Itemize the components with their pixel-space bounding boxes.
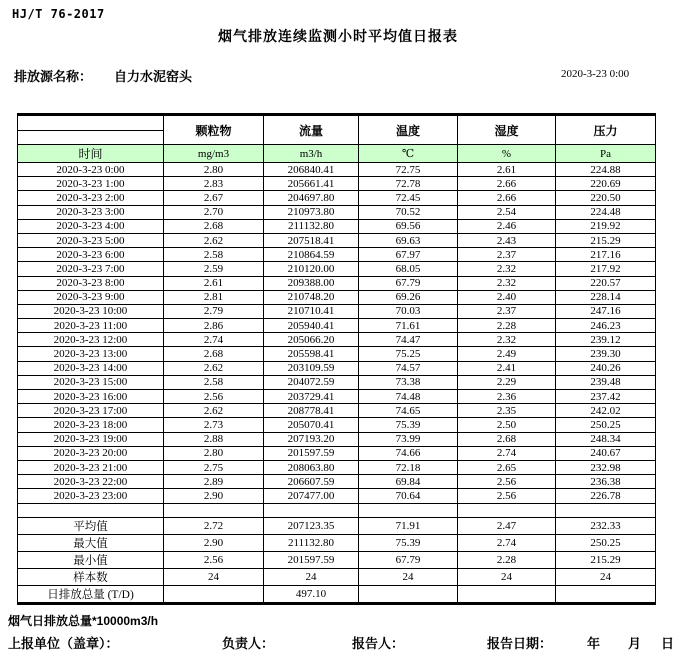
value-cell: 211132.80 (264, 219, 359, 233)
value-cell: 220.57 (556, 276, 656, 290)
value-cell: 207477.00 (264, 489, 359, 503)
value-cell (458, 585, 556, 603)
year-label: 年 (587, 636, 601, 651)
table-row (18, 568, 656, 585)
time-label-cell: 时间 (18, 145, 164, 163)
value-cell: 67.79 (359, 551, 458, 568)
table-row (18, 262, 656, 276)
value-cell: 237.42 (556, 390, 656, 404)
value-cell: 205661.41 (264, 177, 359, 191)
value-cell: 2.37 (458, 248, 556, 262)
value-cell: 2.66 (458, 177, 556, 191)
row-label-cell: 2020-3-23 17:00 (18, 404, 164, 418)
value-cell: 240.26 (556, 361, 656, 375)
value-cell: 2.28 (458, 319, 556, 333)
value-cell: 2.37 (458, 304, 556, 318)
row-label-cell: 2020-3-23 5:00 (18, 233, 164, 247)
value-cell: 220.69 (556, 177, 656, 191)
value-cell: 2.49 (458, 347, 556, 361)
table-row (18, 446, 656, 460)
reporter-label: 报告人： (352, 636, 405, 651)
unit-cell-temperature: ℃ (359, 145, 458, 163)
table-row (18, 489, 656, 503)
value-cell: 2.73 (164, 418, 264, 432)
responsible-person-label: 负责人： (222, 636, 275, 651)
value-cell: 75.39 (359, 534, 458, 551)
value-cell: 72.18 (359, 460, 458, 474)
value-cell: 68.05 (359, 262, 458, 276)
value-cell: 219.92 (556, 219, 656, 233)
value-cell: 239.30 (556, 347, 656, 361)
value-cell: 2.80 (164, 446, 264, 460)
value-cell: 201597.59 (264, 551, 359, 568)
value-cell: 2.36 (458, 390, 556, 404)
standard-code: HJ/T 76-2017 (12, 7, 105, 21)
row-label-cell: 2020-3-23 9:00 (18, 290, 164, 304)
value-cell: 205070.41 (264, 418, 359, 432)
row-label-cell: 2020-3-23 6:00 (18, 248, 164, 262)
row-label-cell: 2020-3-23 12:00 (18, 333, 164, 347)
page-title: 烟气排放连续监测小时平均值日报表 (218, 28, 458, 44)
row-label-cell: 2020-3-23 8:00 (18, 276, 164, 290)
value-cell: 24 (264, 568, 359, 585)
value-cell: 74.65 (359, 404, 458, 418)
value-cell: 2.62 (164, 404, 264, 418)
month-label: 月 (628, 636, 642, 651)
value-cell: 24 (359, 568, 458, 585)
value-cell: 201597.59 (264, 446, 359, 460)
value-cell (264, 503, 359, 517)
value-cell: 2.58 (164, 375, 264, 389)
value-cell: 232.33 (556, 517, 656, 534)
value-cell: 205598.41 (264, 347, 359, 361)
value-cell: 232.98 (556, 460, 656, 474)
row-label-cell: 2020-3-23 3:00 (18, 205, 164, 219)
value-cell: 2.74 (458, 446, 556, 460)
value-cell: 211132.80 (264, 534, 359, 551)
value-cell: 2.88 (164, 432, 264, 446)
value-cell: 71.91 (359, 517, 458, 534)
column-header-humidity: 湿度 (458, 115, 556, 145)
value-cell: 70.03 (359, 304, 458, 318)
table-row (18, 248, 656, 262)
value-cell: 2.68 (458, 432, 556, 446)
value-cell: 2.66 (458, 191, 556, 205)
row-label-cell: 样本数 (18, 568, 164, 585)
value-cell: 74.57 (359, 361, 458, 375)
table-body (18, 163, 656, 604)
value-cell: 2.35 (458, 404, 556, 418)
row-label-cell: 2020-3-23 13:00 (18, 347, 164, 361)
value-cell: 2.90 (164, 489, 264, 503)
value-cell: 71.61 (359, 319, 458, 333)
value-cell: 246.23 (556, 319, 656, 333)
table-row (18, 191, 656, 205)
value-cell: 2.62 (164, 361, 264, 375)
table-row (18, 404, 656, 418)
value-cell: 242.02 (556, 404, 656, 418)
value-cell: 210120.00 (264, 262, 359, 276)
value-cell: 75.25 (359, 347, 458, 361)
value-cell: 2.32 (458, 276, 556, 290)
signature-row (0, 633, 676, 651)
table-row (18, 304, 656, 318)
row-label-cell: 2020-3-23 16:00 (18, 390, 164, 404)
unit-cell-flow: m3/h (264, 145, 359, 163)
value-cell: 497.10 (264, 585, 359, 603)
value-cell: 67.79 (359, 276, 458, 290)
column-header-particulate: 颗粒物 (164, 115, 264, 145)
table-row (18, 418, 656, 432)
value-cell: 208778.41 (264, 404, 359, 418)
value-cell (164, 503, 264, 517)
value-cell: 74.47 (359, 333, 458, 347)
value-cell: 2.43 (458, 233, 556, 247)
unit-cell-pressure: Pa (556, 145, 656, 163)
value-cell: 2.80 (164, 163, 264, 177)
row-label-cell: 平均值 (18, 517, 164, 534)
value-cell: 226.78 (556, 489, 656, 503)
value-cell: 2.28 (458, 551, 556, 568)
table-row (18, 503, 656, 517)
value-cell (556, 503, 656, 517)
table-row (18, 290, 656, 304)
value-cell: 217.16 (556, 248, 656, 262)
value-cell: 224.48 (556, 205, 656, 219)
value-cell: 2.79 (164, 304, 264, 318)
value-cell: 224.88 (556, 163, 656, 177)
row-label-cell: 2020-3-23 2:00 (18, 191, 164, 205)
monitoring-report-table (17, 113, 656, 605)
value-cell: 73.38 (359, 375, 458, 389)
value-cell: 240.67 (556, 446, 656, 460)
day-label: 日 (661, 636, 675, 651)
row-label-cell: 2020-3-23 0:00 (18, 163, 164, 177)
value-cell: 205066.20 (264, 333, 359, 347)
value-cell: 206840.41 (264, 163, 359, 177)
value-cell: 2.62 (164, 233, 264, 247)
value-cell: 2.65 (458, 460, 556, 474)
value-cell: 236.38 (556, 475, 656, 489)
value-cell: 70.64 (359, 489, 458, 503)
table-row (18, 361, 656, 375)
value-cell (359, 503, 458, 517)
row-label-cell: 2020-3-23 15:00 (18, 375, 164, 389)
value-cell (556, 585, 656, 603)
table-row (18, 517, 656, 534)
value-cell: 250.25 (556, 418, 656, 432)
value-cell: 239.48 (556, 375, 656, 389)
emission-source-name: 自力水泥窑头 (114, 69, 193, 84)
header-split-line (18, 130, 163, 131)
value-cell: 207123.35 (264, 517, 359, 534)
value-cell: 2.70 (164, 205, 264, 219)
row-label-cell: 2020-3-23 19:00 (18, 432, 164, 446)
value-cell: 2.61 (164, 276, 264, 290)
row-label-cell: 2020-3-23 22:00 (18, 475, 164, 489)
value-cell: 250.25 (556, 534, 656, 551)
value-cell: 220.50 (556, 191, 656, 205)
table-row (18, 333, 656, 347)
value-cell: 2.86 (164, 319, 264, 333)
value-cell: 228.14 (556, 290, 656, 304)
value-cell: 72.75 (359, 163, 458, 177)
value-cell (458, 503, 556, 517)
value-cell: 210973.80 (264, 205, 359, 219)
value-cell: 210710.41 (264, 304, 359, 318)
value-cell: 248.34 (556, 432, 656, 446)
value-cell: 2.32 (458, 262, 556, 276)
value-cell: 2.56 (458, 489, 556, 503)
table-row (18, 475, 656, 489)
table-row (18, 585, 656, 603)
value-cell: 205940.41 (264, 319, 359, 333)
value-cell: 24 (164, 568, 264, 585)
value-cell: 2.90 (164, 534, 264, 551)
row-label-cell (18, 503, 164, 517)
row-label-cell: 最小值 (18, 551, 164, 568)
row-label-cell: 2020-3-23 18:00 (18, 418, 164, 432)
flow-total-footnote: 烟气日排放总量*10000m3/h (8, 614, 159, 628)
value-cell: 217.92 (556, 262, 656, 276)
row-label-cell: 2020-3-23 14:00 (18, 361, 164, 375)
row-label-cell: 2020-3-23 21:00 (18, 460, 164, 474)
table-row (18, 551, 656, 568)
value-cell: 2.47 (458, 517, 556, 534)
table-row (18, 233, 656, 247)
value-cell: 70.52 (359, 205, 458, 219)
unit-cell-particulate: mg/m3 (164, 145, 264, 163)
table-row (18, 177, 656, 191)
value-cell: 2.29 (458, 375, 556, 389)
value-cell: 24 (556, 568, 656, 585)
time-header-cell (18, 115, 164, 145)
row-label-cell: 2020-3-23 23:00 (18, 489, 164, 503)
value-cell: 2.56 (458, 475, 556, 489)
value-cell: 2.54 (458, 205, 556, 219)
value-cell: 204072.59 (264, 375, 359, 389)
report-datetime: 2020-3-23 0:00 (561, 68, 630, 80)
value-cell: 2.41 (458, 361, 556, 375)
column-header-flow: 流量 (264, 115, 359, 145)
value-cell: 24 (458, 568, 556, 585)
unit-cell-humidity: % (458, 145, 556, 163)
row-label-cell: 2020-3-23 4:00 (18, 219, 164, 233)
value-cell (164, 585, 264, 603)
value-cell: 2.81 (164, 290, 264, 304)
value-cell: 215.29 (556, 233, 656, 247)
table-row (18, 432, 656, 446)
table-row (18, 460, 656, 474)
value-cell: 239.12 (556, 333, 656, 347)
reporting-unit-label: 上报单位（盖章）： (8, 636, 119, 651)
value-cell: 67.97 (359, 248, 458, 262)
value-cell: 69.26 (359, 290, 458, 304)
value-cell: 2.75 (164, 460, 264, 474)
value-cell: 210748.20 (264, 290, 359, 304)
row-label-cell: 2020-3-23 11:00 (18, 319, 164, 333)
row-label-cell: 2020-3-23 1:00 (18, 177, 164, 191)
column-header-pressure: 压力 (556, 115, 656, 145)
emission-source-line (14, 66, 192, 85)
value-cell: 2.72 (164, 517, 264, 534)
row-label-cell: 2020-3-23 7:00 (18, 262, 164, 276)
table-row (18, 534, 656, 551)
value-cell: 207193.20 (264, 432, 359, 446)
table-row (18, 319, 656, 333)
value-cell: 203109.59 (264, 361, 359, 375)
row-label-cell: 日排放总量 (T/D) (18, 585, 164, 603)
value-cell: 2.67 (164, 191, 264, 205)
value-cell: 2.56 (164, 551, 264, 568)
table-row (18, 219, 656, 233)
row-label-cell: 2020-3-23 10:00 (18, 304, 164, 318)
table-row (18, 375, 656, 389)
value-cell: 2.68 (164, 347, 264, 361)
value-cell: 72.45 (359, 191, 458, 205)
value-cell: 247.16 (556, 304, 656, 318)
value-cell: 74.66 (359, 446, 458, 460)
emission-source-label: 排放源名称： (14, 69, 93, 84)
value-cell: 74.48 (359, 390, 458, 404)
value-cell: 215.29 (556, 551, 656, 568)
value-cell: 208063.80 (264, 460, 359, 474)
value-cell: 203729.41 (264, 390, 359, 404)
table-row (18, 390, 656, 404)
value-cell: 2.68 (164, 219, 264, 233)
value-cell: 73.99 (359, 432, 458, 446)
value-cell: 2.40 (458, 290, 556, 304)
table-header-row (18, 115, 656, 145)
value-cell: 72.78 (359, 177, 458, 191)
table-row (18, 205, 656, 219)
value-cell: 2.32 (458, 333, 556, 347)
value-cell: 69.84 (359, 475, 458, 489)
value-cell: 210864.59 (264, 248, 359, 262)
value-cell: 2.74 (164, 333, 264, 347)
value-cell: 2.46 (458, 219, 556, 233)
table-row (18, 163, 656, 177)
value-cell: 2.59 (164, 262, 264, 276)
report-date-label: 报告日期： (487, 636, 553, 651)
row-label-cell: 最大值 (18, 534, 164, 551)
value-cell: 69.63 (359, 233, 458, 247)
value-cell: 2.56 (164, 390, 264, 404)
column-header-temperature: 温度 (359, 115, 458, 145)
value-cell: 206607.59 (264, 475, 359, 489)
value-cell: 69.56 (359, 219, 458, 233)
table-row (18, 276, 656, 290)
value-cell (359, 585, 458, 603)
table-row (18, 347, 656, 361)
value-cell: 2.50 (458, 418, 556, 432)
value-cell: 2.74 (458, 534, 556, 551)
value-cell: 2.61 (458, 163, 556, 177)
value-cell: 204697.80 (264, 191, 359, 205)
units-row (18, 145, 656, 163)
value-cell: 75.39 (359, 418, 458, 432)
value-cell: 2.58 (164, 248, 264, 262)
row-label-cell: 2020-3-23 20:00 (18, 446, 164, 460)
value-cell: 209388.00 (264, 276, 359, 290)
value-cell: 2.89 (164, 475, 264, 489)
value-cell: 2.83 (164, 177, 264, 191)
value-cell: 207518.41 (264, 233, 359, 247)
